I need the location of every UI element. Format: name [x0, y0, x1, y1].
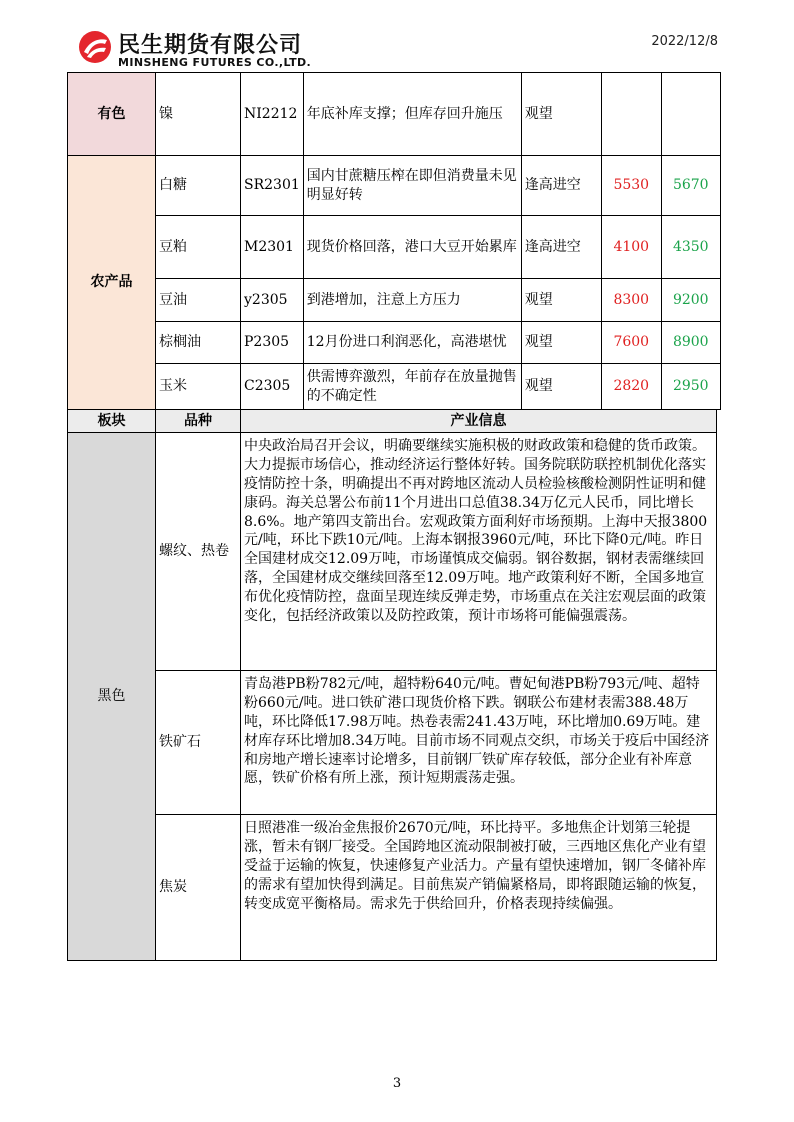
table-row — [68, 279, 721, 322]
price-low: 2820 — [601, 364, 661, 410]
contract-code: C2305 — [241, 364, 304, 410]
variety-name: 焦炭 — [156, 815, 241, 961]
price-high: 8900 — [661, 322, 720, 364]
price-high — [661, 73, 720, 156]
contract-code: NI2212 — [241, 73, 304, 156]
table-row — [68, 671, 717, 815]
price-high: 2950 — [661, 364, 720, 410]
strategy: 观望 — [521, 364, 601, 410]
strategy: 观望 — [521, 73, 601, 156]
report-date: 2022/12/8 — [651, 34, 718, 49]
variety-name: 白糖 — [156, 156, 241, 216]
variety-name: 铁矿石 — [156, 671, 241, 815]
variety-name: 螺纹、热卷 — [156, 433, 241, 671]
price-low: 8300 — [601, 279, 661, 322]
industry-info-table — [67, 409, 717, 961]
table-row — [68, 815, 717, 961]
variety-name: 豆油 — [156, 279, 241, 322]
sector-ferrous: 黑色 — [68, 433, 156, 961]
table-row — [68, 433, 717, 671]
contract-code: y2305 — [241, 279, 304, 322]
price-low: 5530 — [601, 156, 661, 216]
header-info: 产业信息 — [241, 410, 717, 433]
table-row — [68, 156, 721, 216]
variety-name: 玉米 — [156, 364, 241, 410]
market-view: 到港增加，注意上方压力 — [303, 279, 521, 322]
company-name-en: MINSHENG FUTURES CO.,LTD. — [118, 56, 312, 69]
contract-code: SR2301 — [241, 156, 304, 216]
market-view: 12月份进口利润恶化，高港堪忧 — [303, 322, 521, 364]
variety-name: 豆粕 — [156, 216, 241, 279]
variety-name: 棕榈油 — [156, 322, 241, 364]
contract-code: M2301 — [241, 216, 304, 279]
market-view: 国内甘蔗糖压榨在即但消费量未见明显好转 — [303, 156, 521, 216]
contract-code: P2305 — [241, 322, 304, 364]
industry-info-text: 青岛港PB粉782元/吨，超特粉640元/吨。曹妃甸港PB粉793元/吨、超特粉660元/吨。进口铁矿港口现货价格下跌。钢联公布建材表需388.48万吨，环比降低17.98万吨。热卷表需241.43万吨，环比增加0.69万吨。建材库存环比增加8.34万吨。目前市场不同观点交织，市场关于疫后中国经济和房地产增长速率讨论增多，目前钢厂铁矿库存较低，部分企业有补库意愿，铁矿价格有所上涨，预计短期震荡走强。 — [241, 671, 717, 815]
table-row — [68, 216, 721, 279]
strategy: 观望 — [521, 322, 601, 364]
market-view: 供需博弈激烈，年前存在放量抛售的不确定性 — [303, 364, 521, 410]
price-low: 7600 — [601, 322, 661, 364]
price-high: 9200 — [661, 279, 720, 322]
strategy-table — [67, 72, 721, 410]
industry-info-text: 日照港准一级冶金焦报价2670元/吨，环比持平。多地焦企计划第三轮提涨，暂未有钢厂接受。全国跨地区流动限制被打破，三西地区焦化产业有望受益于运输的恢复，快速修复产业活力。产量有望快速增加，钢厂冬储补库的需求有望加快得到满足。目前焦炭产销偏紧格局，即将跟随运输的恢复，转变成宽平衡格局。需求先于供给回升，价格表现持续偏强。 — [241, 815, 717, 961]
strategy: 逢高进空 — [521, 216, 601, 279]
header-variety: 品种 — [156, 410, 241, 433]
price-low — [601, 73, 661, 156]
market-view: 现货价格回落，港口大豆开始累库 — [303, 216, 521, 279]
page-number: 3 — [392, 1076, 402, 1091]
company-logo-icon — [78, 30, 112, 64]
variety-name: 镍 — [156, 73, 241, 156]
strategy: 逢高进空 — [521, 156, 601, 216]
price-high: 5670 — [661, 156, 720, 216]
header-sector: 板块 — [68, 410, 156, 433]
price-low: 4100 — [601, 216, 661, 279]
strategy: 观望 — [521, 279, 601, 322]
sector-nonferrous: 有色 — [68, 73, 156, 156]
market-view: 年底补库支撑；但库存回升施压 — [303, 73, 521, 156]
price-high: 4350 — [661, 216, 720, 279]
table-header-row — [68, 410, 717, 433]
table-row — [68, 322, 721, 364]
industry-info-text: 中央政治局召开会议，明确要继续实施积极的财政政策和稳健的货币政策。大力提振市场信心，推动经济运行整体好转。国务院联防联控机制优化落实疫情防控十条，明确提出不再对跨地区流动人员检验核酸检测阴性证明和健康码。海关总署公布前11个月进出口总值38.34万亿元人民币，同比增长8.6%。地产第四支箭出台。宏观政策方面利好市场预期。上海中天报3800元/吨，环比下跌10元/吨。上海本钢报3960元/吨，环比下降0元/吨。昨日全国建材成交12.09万吨，市场谨慎成交偏弱。钢谷数据，钢材表需继续回落，全国建材成交继续回落至12.09万吨。地产政策利好不断，全国多地宣布优化疫情防控，盘面呈现连续反弹走势，市场重点在关注宏观层面的政策变化，包括经济政策以及防控政策，预计市场将可能偏强震荡。 — [241, 433, 717, 671]
table-row — [68, 73, 721, 156]
page-header — [0, 0, 794, 72]
sector-agri: 农产品 — [68, 156, 156, 410]
table-row — [68, 364, 721, 410]
company-name-cn: 民生期货有限公司 — [118, 33, 303, 58]
